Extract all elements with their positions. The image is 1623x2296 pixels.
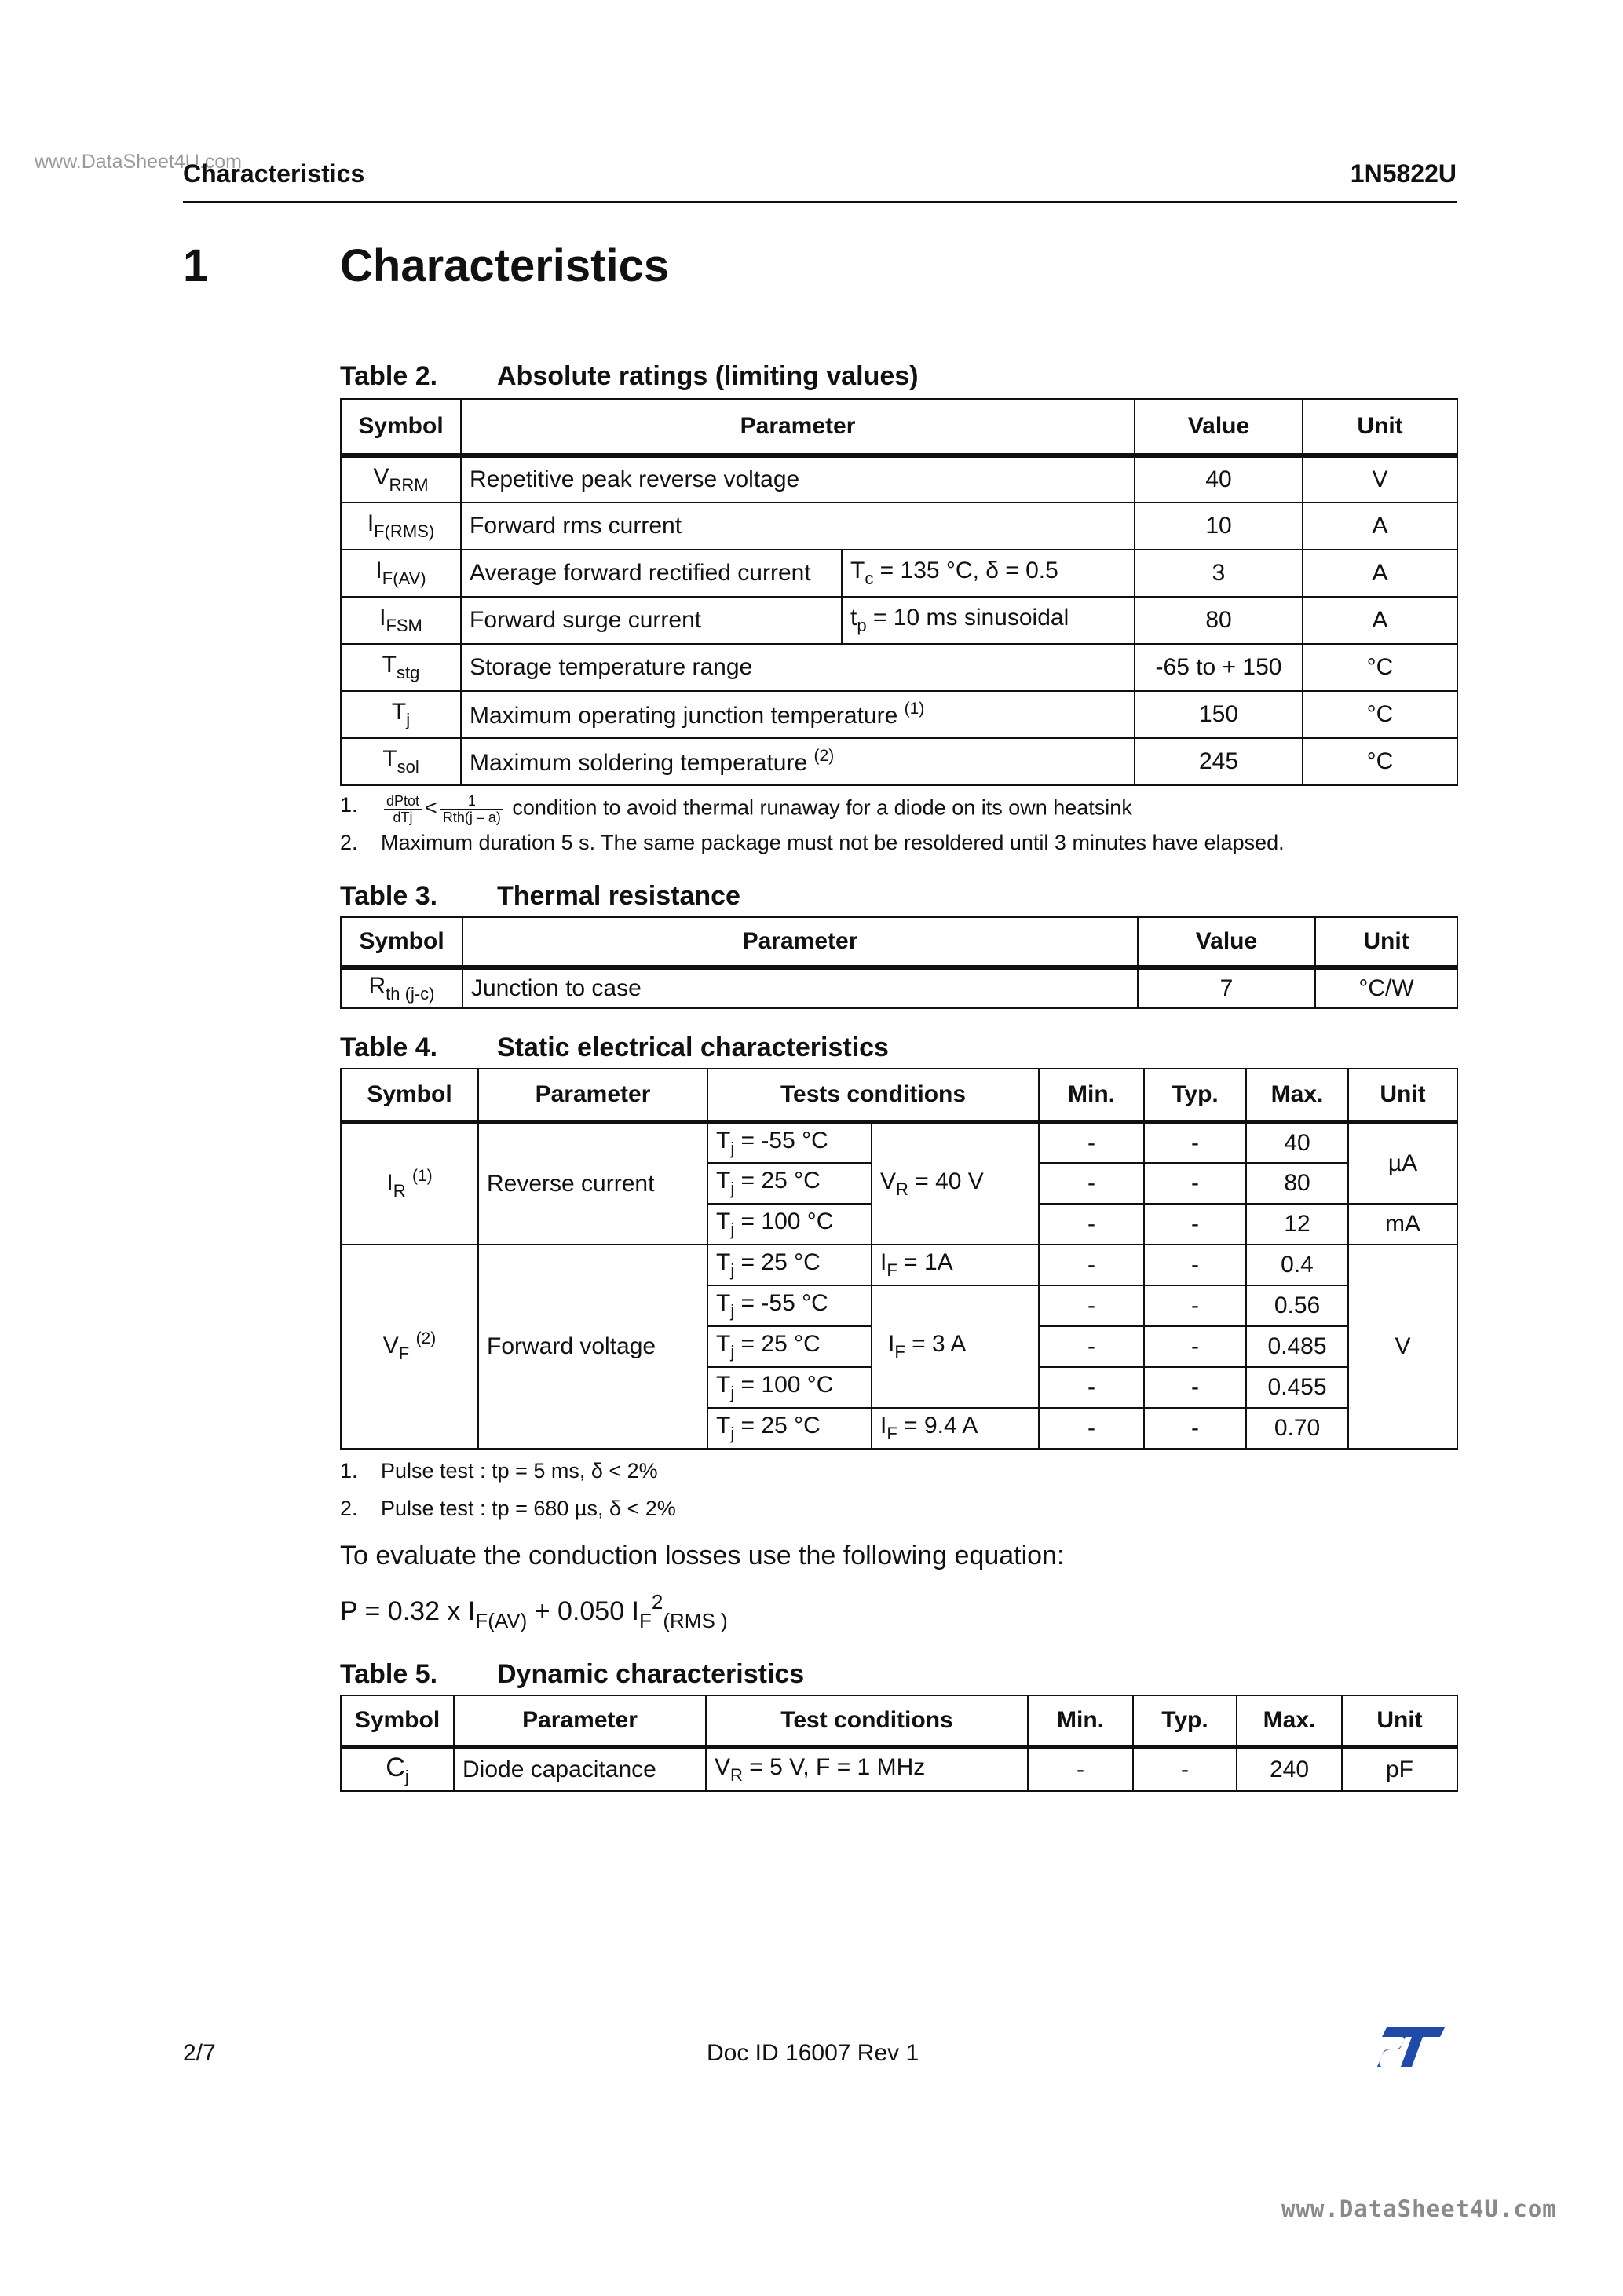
condition-cell: $I_F = 3$ A (872, 1285, 1039, 1408)
min-cell: - (1039, 1245, 1144, 1285)
table4-header-unit: Unit (1348, 1069, 1457, 1122)
section-number: 1 (183, 240, 209, 291)
temperature-cell: $T_j = -55$ °C (707, 1285, 872, 1326)
table5-dynamic-characteristics (340, 1695, 1458, 1792)
value-cell: -65 to + 150 (1135, 644, 1303, 691)
header-rule (183, 201, 1457, 203)
table2-header-value: Value (1135, 399, 1303, 455)
table-row (341, 967, 1457, 1008)
unit-cell: A (1303, 550, 1457, 597)
table3-caption (340, 881, 1047, 912)
max-cell: 0.70 (1246, 1408, 1348, 1449)
watermark-bottom: www.DataSheet4U.com (1281, 2195, 1557, 2222)
symbol-cell: $I_{F(AV)}$ (341, 550, 461, 597)
symbol-cell: $I_{FSM}$ (341, 597, 461, 644)
parameter-cell: Average forward rectified current (461, 550, 842, 597)
parameter-cell: Forward surge current (461, 597, 842, 644)
min-cell: - (1039, 1122, 1144, 1163)
parameter-cell: Forward rms current (461, 503, 1135, 550)
fraction-dptot-dtj: $\frac{\text{dPtot}}{\text{dTj}}$ (384, 793, 422, 825)
table-row (341, 550, 1457, 597)
symbol-cell: $I_R$ $^{(1)}$ (341, 1122, 478, 1245)
typ-cell: - (1144, 1367, 1246, 1408)
table5-header-row (341, 1695, 1457, 1747)
parameter-cell: Storage temperature range (461, 644, 1135, 691)
unit-cell: °C/W (1315, 967, 1457, 1008)
temperature-cell: $T_j = 25$ °C (707, 1326, 872, 1367)
temperature-cell: $T_j = 25$ °C (707, 1245, 872, 1285)
table5-label: Table 5. (340, 1659, 438, 1689)
table4-header-row (341, 1069, 1457, 1122)
table-row (341, 597, 1457, 644)
symbol-cell: $V_{RRM}$ (341, 455, 461, 503)
table3-header-parameter: Parameter (462, 917, 1138, 967)
table5-header-parameter: Parameter (454, 1695, 706, 1747)
table4-header-parameter: Parameter (478, 1069, 707, 1122)
value-cell: 245 (1135, 738, 1303, 785)
table-row (341, 455, 1457, 503)
condition-cell: $V_R = 40$ V (872, 1122, 1039, 1245)
table4-label: Table 4. (340, 1033, 438, 1062)
table-row (341, 1122, 1457, 1163)
parameter-cell: Forward voltage (478, 1245, 707, 1449)
condition-cell: $I_F = 1A$ (872, 1245, 1039, 1285)
table4-title: Static electrical characteristics (497, 1033, 889, 1062)
table4-caption (340, 1033, 1047, 1064)
table-row (341, 644, 1457, 691)
table2-note-2: 2. Maximum duration 5 s. The same package must not be resoldered until 3 minutes have elapsed. (340, 831, 1285, 854)
table2-caption (340, 361, 1047, 393)
max-cell: 0.455 (1246, 1367, 1348, 1408)
unit-cell: V (1303, 455, 1457, 503)
table3-thermal-resistance (340, 916, 1458, 1009)
table4-header-max: Max. (1246, 1069, 1348, 1122)
typ-cell: - (1144, 1326, 1246, 1367)
table-row (341, 691, 1457, 738)
parameter-cell: Maximum operating junction temperature $^{(1)}$ (461, 691, 1135, 738)
unit-cell: V (1348, 1245, 1457, 1449)
temperature-cell: $T_j = 100$ °C (707, 1367, 872, 1408)
table2-header-symbol: Symbol (341, 399, 461, 455)
max-cell: 40 (1246, 1122, 1348, 1163)
st-logo-icon (1376, 2026, 1446, 2068)
typ-cell: - (1144, 1408, 1246, 1449)
min-cell: - (1039, 1408, 1144, 1449)
table5-header-symbol: Symbol (341, 1695, 454, 1747)
max-cell: 80 (1246, 1163, 1348, 1204)
min-cell: - (1039, 1285, 1144, 1326)
unit-cell: A (1303, 503, 1457, 550)
table4-header-tests: Tests conditions (707, 1069, 1039, 1122)
value-cell: 10 (1135, 503, 1303, 550)
max-cell: 0.485 (1246, 1326, 1348, 1367)
table5-header-min: Min. (1028, 1695, 1133, 1747)
unit-cell: pF (1342, 1747, 1457, 1791)
temperature-cell: $T_j = 25$ °C (707, 1163, 872, 1204)
min-cell: - (1039, 1163, 1144, 1204)
table-row (341, 1747, 1457, 1791)
table4-header-symbol: Symbol (341, 1069, 478, 1122)
temperature-cell: $T_j = -55$ °C (707, 1122, 872, 1163)
typ-cell: - (1144, 1204, 1246, 1245)
value-cell: 80 (1135, 597, 1303, 644)
table3-header-symbol: Symbol (341, 917, 462, 967)
table2-header-parameter: Parameter (461, 399, 1135, 455)
symbol-cell: $C_j$ (341, 1747, 454, 1791)
typ-cell: - (1144, 1285, 1246, 1326)
typ-cell: - (1144, 1163, 1246, 1204)
unit-cell: µA (1348, 1122, 1457, 1204)
table5-header-typ: Typ. (1133, 1695, 1237, 1747)
symbol-cell: $T_{sol}$ (341, 738, 461, 785)
max-cell: 240 (1237, 1747, 1342, 1791)
footer-doc-id: Doc ID 16007 Rev 1 (707, 2040, 919, 2066)
parameter-cell: Junction to case (462, 967, 1138, 1008)
table3-header-value: Value (1138, 917, 1315, 967)
equation-intro: To evaluate the conduction losses use the following equation: (340, 1541, 1065, 1570)
header-section: Characteristics (183, 159, 365, 188)
table5-caption (340, 1659, 1047, 1691)
table2-header-row (341, 399, 1457, 455)
condition-cell: $T_c = 135$ °C, δ = 0.5 (842, 550, 1135, 597)
value-cell: 150 (1135, 691, 1303, 738)
table2-header-unit: Unit (1303, 399, 1457, 455)
typ-cell: - (1144, 1122, 1246, 1163)
table2-title: Absolute ratings (limiting values) (497, 361, 919, 391)
unit-cell: °C (1303, 644, 1457, 691)
parameter-cell: Reverse current (478, 1122, 707, 1245)
table5-header-tests: Test conditions (706, 1695, 1028, 1747)
max-cell: 0.4 (1246, 1245, 1348, 1285)
table4-static-electrical (340, 1068, 1458, 1450)
max-cell: 12 (1246, 1204, 1348, 1245)
table3-title: Thermal resistance (497, 881, 740, 911)
min-cell: - (1039, 1204, 1144, 1245)
header-part-number: 1N5822U (1350, 159, 1457, 188)
table-row (341, 738, 1457, 785)
unit-cell: °C (1303, 691, 1457, 738)
table5-header-unit: Unit (1342, 1695, 1457, 1747)
table4-note-2: 2. Pulse test : tp = 680 µs, δ < 2% (340, 1497, 676, 1520)
max-cell: 0.56 (1246, 1285, 1348, 1326)
value-cell: 3 (1135, 550, 1303, 597)
value-cell: 40 (1135, 455, 1303, 503)
symbol-cell: $T_j$ (341, 691, 461, 738)
parameter-cell: Maximum soldering temperature $^{(2)}$ (461, 738, 1135, 785)
section-title: Characteristics (340, 240, 670, 291)
watermark-top: www.DataSheet4U.com (35, 151, 243, 173)
min-cell: - (1039, 1367, 1144, 1408)
unit-cell: mA (1348, 1204, 1457, 1245)
table5-header-max: Max. (1237, 1695, 1342, 1747)
condition-cell: $V_R = 5$ V, F = 1 MHz (706, 1747, 1028, 1791)
symbol-cell: $R_{th (j-c)}$ (341, 967, 462, 1008)
value-cell: 7 (1138, 967, 1315, 1008)
table2-note-1: 1. $\frac{\text{dPtot}}{\text{dTj}}$ < $\frac{1}{\text{Rth(j – a)}}$ condition to avoid thermal runaway for a diode on its own heatsink (340, 793, 1132, 825)
unit-cell: °C (1303, 738, 1457, 785)
temperature-cell: $T_j = 25$ °C (707, 1408, 872, 1449)
table3-label: Table 3. (340, 881, 438, 911)
table4-header-min: Min. (1039, 1069, 1144, 1122)
parameter-cell: Diode capacitance (454, 1747, 706, 1791)
min-cell: - (1028, 1747, 1133, 1791)
table2-label: Table 2. (340, 361, 438, 391)
fraction-1-rth: $\frac{1}{\text{Rth(j – a)}}$ (440, 793, 503, 825)
symbol-cell: $I_{F(RMS)}$ (341, 503, 461, 550)
conduction-loss-equation: P = 0.32 x $I_{F(AV)} + 0.050$ $I_F^2_{(RMS )}$ (340, 1590, 728, 1632)
footer-page-number: 2/7 (183, 2040, 216, 2066)
condition-cell: $I_F = 9.4$ A (872, 1408, 1039, 1449)
table5-title: Dynamic characteristics (497, 1659, 805, 1689)
table3-header-row (341, 917, 1457, 967)
typ-cell: - (1133, 1747, 1237, 1791)
table4-header-typ: Typ. (1144, 1069, 1246, 1122)
table3-header-unit: Unit (1315, 917, 1457, 967)
unit-cell: A (1303, 597, 1457, 644)
parameter-cell: Repetitive peak reverse voltage (461, 455, 1135, 503)
table2-absolute-ratings (340, 398, 1458, 786)
condition-cell: $t_p = 10$ ms sinusoidal (842, 597, 1135, 644)
symbol-cell: $V_F$ $^{(2)}$ (341, 1245, 478, 1449)
temperature-cell: $T_j = 100$ °C (707, 1204, 872, 1245)
table-row (341, 503, 1457, 550)
typ-cell: - (1144, 1245, 1246, 1285)
table4-note-1: 1. Pulse test : tp = 5 ms, δ < 2% (340, 1459, 658, 1483)
symbol-cell: $T_{stg}$ (341, 644, 461, 691)
table-row (341, 1245, 1457, 1285)
min-cell: - (1039, 1326, 1144, 1367)
